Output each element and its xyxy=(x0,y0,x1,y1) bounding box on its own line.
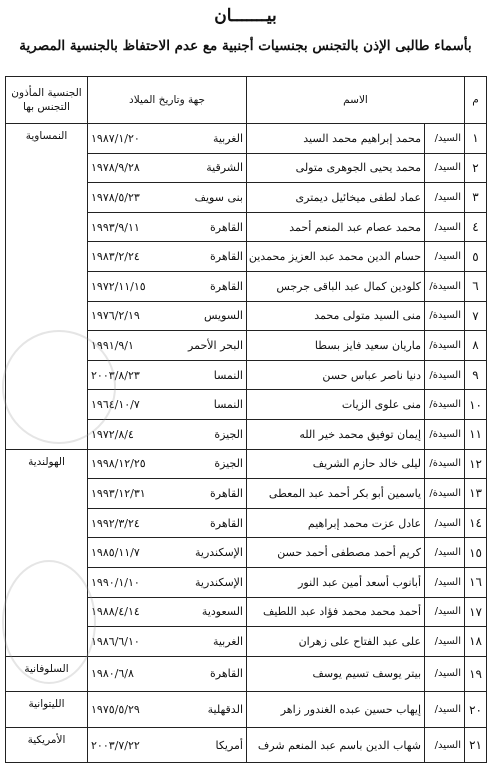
row-nationality: الهولندية xyxy=(6,449,88,656)
row-birth-date: ١٩٧٢/١١/١٥ xyxy=(91,279,146,293)
row-number: ٢٠ xyxy=(465,692,487,728)
row-birth xyxy=(88,692,247,728)
row-birth xyxy=(88,271,247,301)
row-honorific: السيد/ xyxy=(425,597,465,627)
row-nationality: النمساوية xyxy=(6,124,88,450)
row-birth-date: ١٩٨٦/٦/١٠ xyxy=(91,634,140,648)
row-birth xyxy=(88,627,247,657)
row-name: عماد لطفى ميخائيل ديمترى xyxy=(247,183,425,213)
row-number: ٣ xyxy=(465,183,487,213)
row-birth xyxy=(88,124,247,154)
row-honorific: السيد/ xyxy=(425,508,465,538)
row-number: ٨ xyxy=(465,331,487,361)
row-birth-place: القاهرة xyxy=(210,279,243,293)
row-name: بيتر يوسف تسيم يوسف xyxy=(247,656,425,692)
row-name: أحمد محمد محمد فؤاد عبد اللطيف xyxy=(247,597,425,627)
document-title: بيـــــــان xyxy=(214,6,277,26)
row-birth xyxy=(88,331,247,361)
applicants-table xyxy=(5,76,487,763)
table-row xyxy=(6,727,487,763)
row-birth xyxy=(88,419,247,449)
row-birth xyxy=(88,727,247,763)
row-honorific: السيدة/ xyxy=(425,331,465,361)
header-birth: جهة وتاريخ الميلاد xyxy=(88,77,247,124)
row-name: منى السيد متولى محمد xyxy=(247,301,425,331)
row-honorific: السيد/ xyxy=(425,627,465,657)
row-honorific: السيدة/ xyxy=(425,449,465,479)
row-number: ٢ xyxy=(465,153,487,183)
row-birth-date: ١٩٩١/٩/١ xyxy=(91,338,134,352)
row-birth-place: القاهرة xyxy=(210,220,243,234)
row-honorific: السيد/ xyxy=(425,242,465,272)
row-honorific: السيدة/ xyxy=(425,419,465,449)
row-birth-date: ١٩٩٨/١٢/٢٥ xyxy=(91,457,146,471)
table-row xyxy=(6,124,487,154)
table-body xyxy=(6,124,487,763)
document-subtitle: بأسماء طالبى الإذن بالتجنس بجنسيات أجنبية مع عدم الاحتفاظ بالجنسية المصرية xyxy=(19,38,472,54)
row-birth-place: السعودية xyxy=(201,605,243,619)
row-number: ١٤ xyxy=(465,508,487,538)
row-name: محمد يحيى الجوهرى متولى xyxy=(247,153,425,183)
row-birth-place: القاهرة xyxy=(210,486,243,500)
table-row xyxy=(6,692,487,728)
table-row xyxy=(6,449,487,479)
row-number: ١٦ xyxy=(465,567,487,597)
row-number: ١٨ xyxy=(465,627,487,657)
row-honorific: السيد/ xyxy=(425,538,465,568)
row-name: إيهاب حسين عبده الغندور زاهر xyxy=(247,692,425,728)
row-birth xyxy=(88,538,247,568)
row-birth-date: ٢٠٠٣/٨/٢٣ xyxy=(91,368,140,382)
row-number: ١٩ xyxy=(465,656,487,692)
row-number: ٦ xyxy=(465,271,487,301)
row-honorific: السيدة/ xyxy=(425,301,465,331)
row-nationality: السلوفانية xyxy=(6,656,88,692)
row-nationality: الليتوانية xyxy=(6,692,88,728)
header-nationality-line2: التجنس بها xyxy=(23,101,70,113)
row-birth-date: ١٩٧٨/٩/٢٨ xyxy=(91,161,140,175)
row-name: عادل عزت محمد إبراهيم xyxy=(247,508,425,538)
row-number: ٩ xyxy=(465,360,487,390)
row-honorific: السيد/ xyxy=(425,692,465,728)
row-honorific: السيد/ xyxy=(425,212,465,242)
row-birth-place: الدقهلية xyxy=(207,703,243,717)
row-number: ٥ xyxy=(465,242,487,272)
row-birth xyxy=(88,360,247,390)
header-name: الاسم xyxy=(247,77,465,124)
row-birth xyxy=(88,656,247,692)
row-name: ماريان سعيد فايز بسطا xyxy=(247,331,425,361)
row-number: ١ xyxy=(465,124,487,154)
row-number: ١٠ xyxy=(465,390,487,420)
row-number: ١٥ xyxy=(465,538,487,568)
row-number: ١١ xyxy=(465,419,487,449)
row-birth xyxy=(88,479,247,509)
row-birth-place: الغربية xyxy=(212,131,243,145)
row-birth-date: ١٩٨٣/٢/٢٤ xyxy=(91,250,140,264)
row-birth-date: ١٩٨٨/٤/١٤ xyxy=(91,605,140,619)
row-name: كلودين كمال عبد الباقى جرجس xyxy=(247,271,425,301)
row-birth-date: ١٩٨٧/١/٢٠ xyxy=(91,131,140,145)
row-name: شهاب الدين باسم عبد المنعم شرف xyxy=(247,727,425,763)
row-birth-date: ١٩٨٥/١١/٧ xyxy=(91,546,140,560)
row-birth-place: النمسا xyxy=(213,368,243,382)
row-birth-place: النمسا xyxy=(213,398,243,412)
row-birth-place: الجيزة xyxy=(214,457,243,471)
row-honorific: السيدة/ xyxy=(425,271,465,301)
row-birth xyxy=(88,390,247,420)
row-birth-date: ١٩٧٦/٢/١٩ xyxy=(91,309,140,323)
row-name: حسام الدين محمد عبد العزيز محمدين xyxy=(247,242,425,272)
row-birth-place: القاهرة xyxy=(210,516,243,530)
row-birth-place: أمريكا xyxy=(215,738,243,752)
row-birth-date: ١٩٨٠/٦/٨ xyxy=(91,667,134,681)
row-birth-place: القاهرة xyxy=(210,667,243,681)
row-birth-date: ٢٠٠٣/٧/٢٢ xyxy=(91,738,140,752)
row-birth-place: الجيزة xyxy=(214,427,243,441)
table-row xyxy=(6,656,487,692)
row-birth-place: الإسكندرية xyxy=(195,546,243,560)
row-birth-date: ١٩٧٨/٥/٢٣ xyxy=(91,190,140,204)
row-honorific: السيدة/ xyxy=(425,479,465,509)
row-number: ٧ xyxy=(465,301,487,331)
row-name: على عبد الفتاح على زهران xyxy=(247,627,425,657)
row-birth xyxy=(88,242,247,272)
row-honorific: السيد/ xyxy=(425,153,465,183)
row-name: ليلى خالد حازم الشريف xyxy=(247,449,425,479)
header-no: م xyxy=(465,77,487,124)
row-honorific: السيد/ xyxy=(425,656,465,692)
row-name: إيمان توفيق محمد خير الله xyxy=(247,419,425,449)
row-birth-date: ١٩٩٠/١/١٠ xyxy=(91,575,140,589)
row-birth xyxy=(88,508,247,538)
row-number: ٢١ xyxy=(465,727,487,763)
row-number: ٤ xyxy=(465,212,487,242)
row-name: دنيا ناصر عباس حسن xyxy=(247,360,425,390)
row-birth-date: ١٩٩٣/٩/١١ xyxy=(91,220,140,234)
row-birth xyxy=(88,153,247,183)
row-birth-place: الإسكندرية xyxy=(195,575,243,589)
row-birth xyxy=(88,212,247,242)
row-honorific: السيد/ xyxy=(425,124,465,154)
header-nationality-line1: الجنسية المأذون xyxy=(11,87,82,99)
row-name: أبانوب أسعد أمين عبد النور xyxy=(247,567,425,597)
row-birth xyxy=(88,183,247,213)
row-birth-date: ١٩٩٣/١٢/٣١ xyxy=(91,486,146,500)
row-birth-place: بنى سويف xyxy=(194,190,243,204)
row-birth-place: الغربية xyxy=(212,634,243,648)
row-birth-date: ١٩٦٤/١٠/٧ xyxy=(91,398,140,412)
row-birth-date: ١٩٩٢/٣/٢٤ xyxy=(91,516,140,530)
row-birth-place: الشرقية xyxy=(206,161,243,175)
row-birth xyxy=(88,301,247,331)
row-honorific: السيدة/ xyxy=(425,390,465,420)
row-birth xyxy=(88,597,247,627)
row-number: ١٧ xyxy=(465,597,487,627)
header-nationality xyxy=(6,77,88,124)
row-birth-place: القاهرة xyxy=(210,250,243,264)
row-honorific: السيد/ xyxy=(425,567,465,597)
row-name: كريم أحمد مصطفى أحمد حسن xyxy=(247,538,425,568)
row-name: محمد إبراهيم محمد السيد xyxy=(247,124,425,154)
row-birth xyxy=(88,567,247,597)
table-header-row xyxy=(6,77,487,124)
row-honorific: السيد/ xyxy=(425,183,465,213)
row-birth-date: ١٩٧٢/٨/٤ xyxy=(91,427,134,441)
row-number: ١٢ xyxy=(465,449,487,479)
row-birth-date: ١٩٧٥/٥/٢٩ xyxy=(91,703,140,717)
row-birth-place: السويس xyxy=(204,309,243,323)
row-name: ياسمين أبو بكر أحمد عبد المعطى xyxy=(247,479,425,509)
row-honorific: السيدة/ xyxy=(425,360,465,390)
row-number: ١٣ xyxy=(465,479,487,509)
row-nationality: الأمريكية xyxy=(6,727,88,763)
row-birth-place: البحر الأحمر xyxy=(188,338,243,352)
row-birth xyxy=(88,449,247,479)
row-honorific: السيد/ xyxy=(425,727,465,763)
row-name: محمد عصام عبد المنعم أحمد xyxy=(247,212,425,242)
row-name: منى علوى الزيات xyxy=(247,390,425,420)
